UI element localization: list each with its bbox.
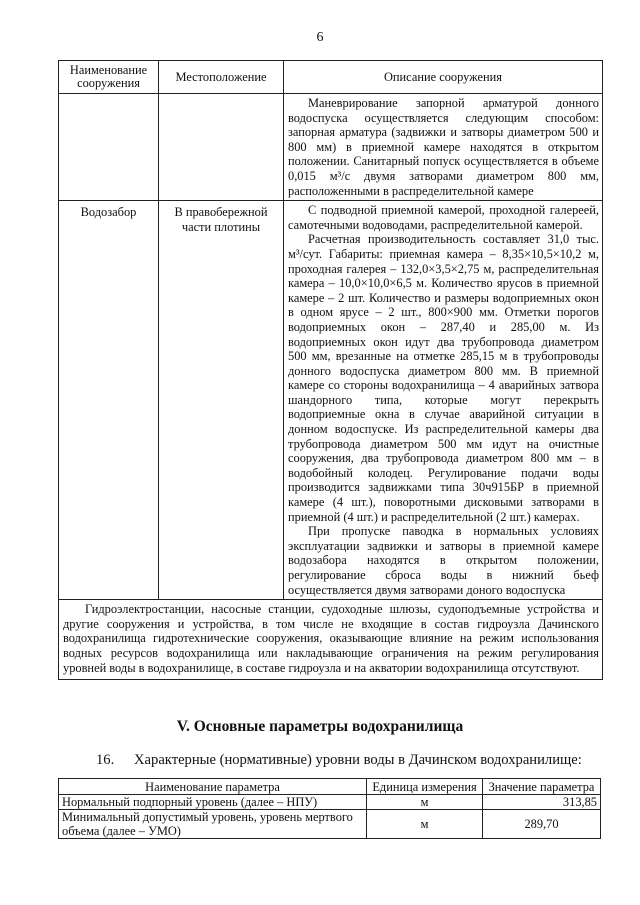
- footer-note-cell: [59, 600, 603, 680]
- description-paragraph: При пропуске паводка в нормальных условиях эксплуатации задвижки и затворы в приемной камере водозабора находятся в открытом положении, регулирование сброса воды в нижний бьеф осуществляется двумя затворами доного водоспуска: [288, 524, 599, 597]
- parameter-name-cell: Минимальный допустимый уровень, уровень мертвого объема (далее – УМО): [59, 810, 367, 839]
- structure-name-cell: [59, 94, 159, 201]
- unit-cell: м: [367, 810, 483, 839]
- description-paragraph: Расчетная производительность составляет 31,0 тыс. м³/сут. Габариты: приемная камера – 8,35×10,5×10,2 м, проходная галерея – 132,0×3,5×2,75 м, распределительная камера – 10,0×10,0×6,5 м. Количество ярусов в приемной камере – 2 шт. Количество и размеры водоприемных окон в одном ярусе – 2 шт., 800×900 мм. Отметки порогов водоприемных окон – 287,40 и 285,00 м. Из водоприемных окон идут два трубопровода диаметром 500 мм, врезанные на отметке 285,15 м в трубопроводы донного водоспуска диаметром 800 мм. В приемной камере со стороны водохранилища – 4 аварийных затвора шандорного типа, которые могут перекрыть водоприемные окна в случае аварийной ситуации в донном водоспуске. Из распределительной камеры два трубопровода диаметром 500 мм идут на очистные сооружения, два трубопровода диаметром 800 мм – в водобойный колодец. Регулирование подачи воды производится задвижками типа 30ч915БР в приемной камере (4 шт.), поворотными дисковыми затворами в приемной (4 шт.) и распределительной (2 шт.) камерах.: [288, 232, 599, 524]
- table-row: [59, 201, 603, 600]
- header-unit: Единица измерения: [367, 779, 483, 795]
- numbered-paragraph: [96, 752, 616, 769]
- unit-cell: м: [367, 795, 483, 810]
- page-number: 6: [316, 30, 324, 45]
- water-levels-table: [58, 778, 601, 839]
- location-cell: В правобережной части плотины: [159, 201, 284, 600]
- table-row: [59, 795, 601, 810]
- header-structure-name: Наименование сооружения: [59, 61, 159, 94]
- location-cell: [159, 94, 284, 201]
- value-cell: 313,85: [483, 795, 601, 810]
- section-title: V. Основные параметры водохранилища: [176, 718, 464, 735]
- table-header-row: [59, 61, 603, 94]
- table-header-row: [59, 779, 601, 795]
- header-parameter-name: Наименование параметра: [59, 779, 367, 795]
- description-paragraph: С подводной приемной камерой, проходной галереей, самотечными водоводами, распределительной камерой.: [288, 203, 599, 232]
- value-cell: 289,70: [483, 810, 601, 839]
- table-row: [59, 94, 603, 201]
- footer-note: Гидроэлектростанции, насосные станции, судоходные шлюзы, судоподъемные устройства и другие сооружения и устройства, в том числе не входящие в состав гидроузла Дачинского водохранилища гидротехнические сооружения, оказывающие влияние на режим использования водных ресурсов водохранилища или накладывающие ограничения на режим регулирования уровней воды в водохранилище, в составе гидроузла и на акватории водохранилища отсутствуют.: [63, 602, 599, 675]
- header-description: Описание сооружения: [284, 61, 603, 94]
- structures-table: [58, 60, 603, 680]
- paragraph-number: 16.: [96, 752, 115, 768]
- structure-name-cell: Водозабор: [59, 201, 159, 600]
- table-row: [59, 810, 601, 839]
- table-footer-row: [59, 600, 603, 680]
- header-value: Значение параметра: [483, 779, 601, 795]
- header-location: Местоположение: [159, 61, 284, 94]
- description-cell: [284, 94, 603, 201]
- parameter-name-cell: Нормальный подпорный уровень (далее – НПУ): [59, 795, 367, 810]
- description-cell: [284, 201, 603, 600]
- description-paragraph: Маневрирование запорной арматурой донного водоспуска осуществляется следующим способом: запорная арматура (задвижки и затворы диаметром 500 и 800 мм) в приемной камере находятся в открытом положении. Санитарный попуск осуществляется в объеме 0,015 м³/с двумя затворами диаметром 800 мм, расположенными в распределительной камере: [288, 96, 599, 198]
- paragraph-text: Характерные (нормативные) уровни воды в Дачинском водохранилище:: [134, 752, 582, 768]
